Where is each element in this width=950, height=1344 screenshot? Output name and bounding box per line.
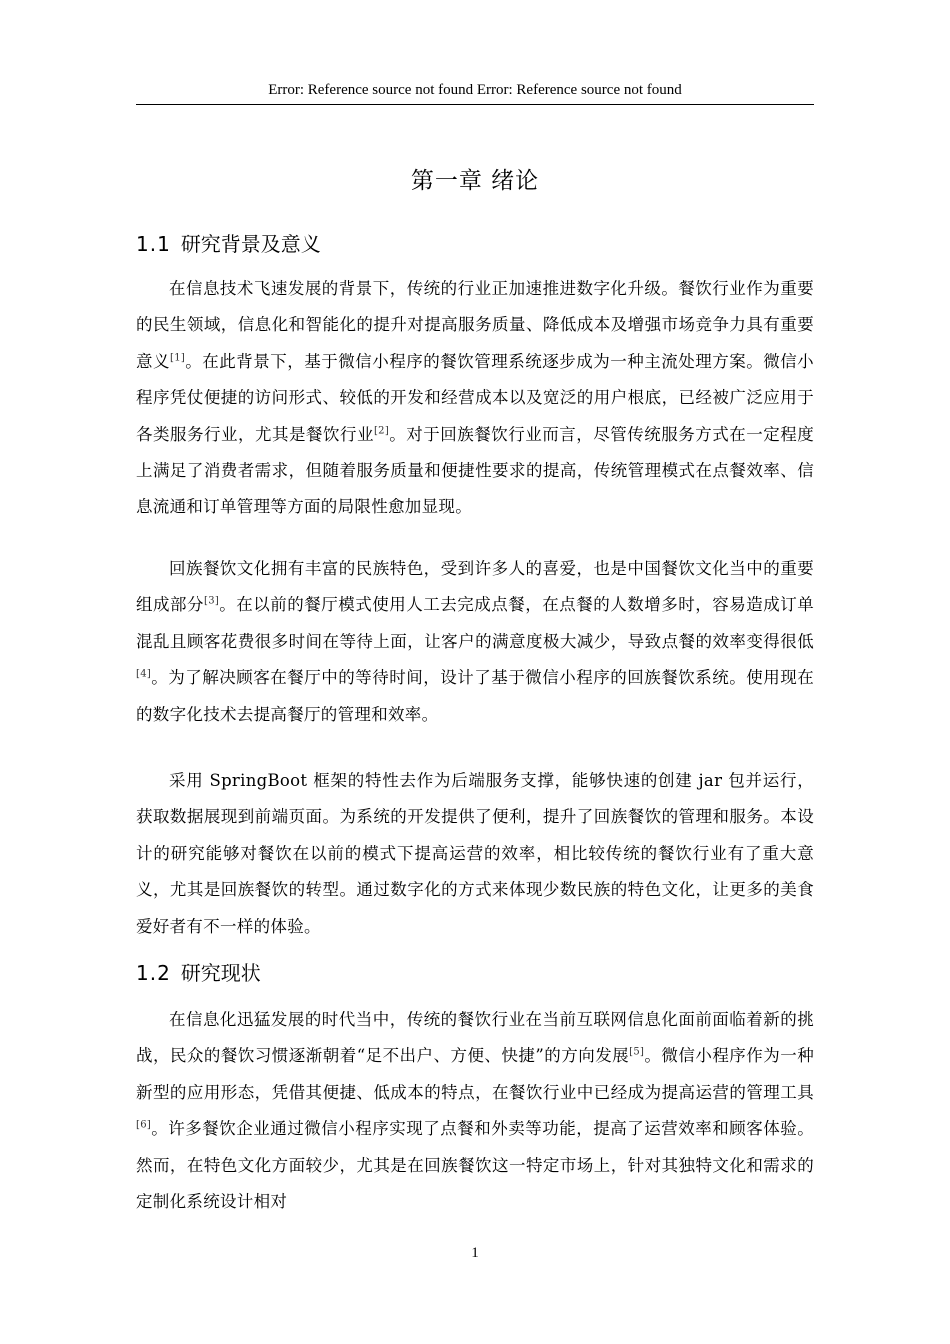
paragraph-text: 。对于回族餐饮行业而言，尽管传统服务方式在一定程度上满足了消费者需求，但随着服务质量和便捷性要求的提高，传统管理模式在点餐效率、信息流通和订单管理等方面的局限性愈加显现。 — [136, 424, 815, 517]
citation: [6] — [136, 1119, 152, 1131]
section-title: 研究现状 — [180, 961, 261, 985]
citation: [1] — [170, 352, 186, 364]
section-heading-1-2 — [136, 958, 814, 988]
paragraph-text: 。为了解决顾客在餐厅中的等待时间，设计了基于微信小程序的回族餐饮系统。使用现在的数字化技术去提高餐厅的管理和效率。 — [136, 668, 814, 724]
paragraph-text: 在信息技术飞速发展的背景下，传统的行业正加速推进数字化升级。餐饮行业作为重要的民生领域，信息化和智能化的提升对提高服务质量、降低成本及增强市场竞争力具有重要意义 — [136, 279, 814, 371]
paragraph-background-3 — [136, 763, 814, 945]
paragraph-text: 。许多餐饮企业通过微信小程序实现了点餐和外卖等功能，提高了运营效率和顾客体验。然而，在特色文化方面较少，尤其是在回族餐饮这一特定市场上，针对其独特文化和需求的定制化系统设计相对 — [136, 1119, 814, 1212]
section-number: 1.2 — [136, 961, 171, 985]
section-title: 研究背景及意义 — [180, 232, 321, 256]
paragraph-background-2 — [136, 551, 814, 733]
paragraph-text: 。微信小程序作为一种新型的应用形态，凭借其便捷、低成本的特点，在餐饮行业中已经成为提高运营的管理工具 — [136, 1046, 814, 1102]
page-number: 1 — [471, 1245, 479, 1261]
citation: [2] — [373, 425, 390, 437]
section-heading-1-1 — [136, 229, 814, 259]
paragraph-text: 回族餐饮文化拥有丰富的民族特色，受到许多人的喜爱，也是中国餐饮文化当中的重要组成部分 — [136, 559, 814, 615]
paragraph-background-1 — [136, 271, 814, 526]
citation: [4] — [136, 668, 152, 680]
header-rule — [136, 104, 814, 105]
running-header: Error: Reference source not found Error: Reference source not found — [268, 82, 682, 98]
paragraph-text: 在信息化迅猛发展的时代当中，传统的餐饮行业在当前互联网信息化面前面临着新的挑战，民众的餐饮习惯逐渐朝着“足不出户、方便、快捷”的方向发展 — [136, 1010, 814, 1066]
paragraph-text: 采用 SpringBoot 框架的特性去作为后端服务支撑，能够快速的创建 jar 包并运行，获取数据展现到前端页面。为系统的开发提供了便利，提升了回族餐饮的管理和服务。本设计的研究能够对餐饮在以前的模式下提高运营的效率，相比较传统的餐饮行业有了重大意义，尤其是回族餐饮的转型。通过数字化的方式来体现少数民族的特色文化，让更多的美食爱好者有不一样的体验。 — [136, 771, 814, 936]
chapter-title: 第一章 绪论 — [410, 168, 540, 194]
paragraph-text: 。在以前的餐厅模式使用人工去完成点餐，在点餐的人数增多时，容易造成订单混乱且顾客花费很多时间在等待上面，让客户的满意度极大减少，导致点餐的效率变得很低 — [136, 595, 815, 651]
section-number: 1.1 — [136, 232, 171, 256]
paragraph-status-1 — [136, 1002, 814, 1220]
citation: [3] — [204, 595, 220, 607]
paragraph-text: 。在此背景下，基于微信小程序的餐饮管理系统逐步成为一种主流处理方案。微信小程序凭仗便捷的访问形式、较低的开发和经营成本以及宽泛的用户根底，已经被广泛应用于各类服务行业，尤其是餐饮行业 — [136, 351, 814, 444]
citation: [5] — [629, 1046, 645, 1058]
